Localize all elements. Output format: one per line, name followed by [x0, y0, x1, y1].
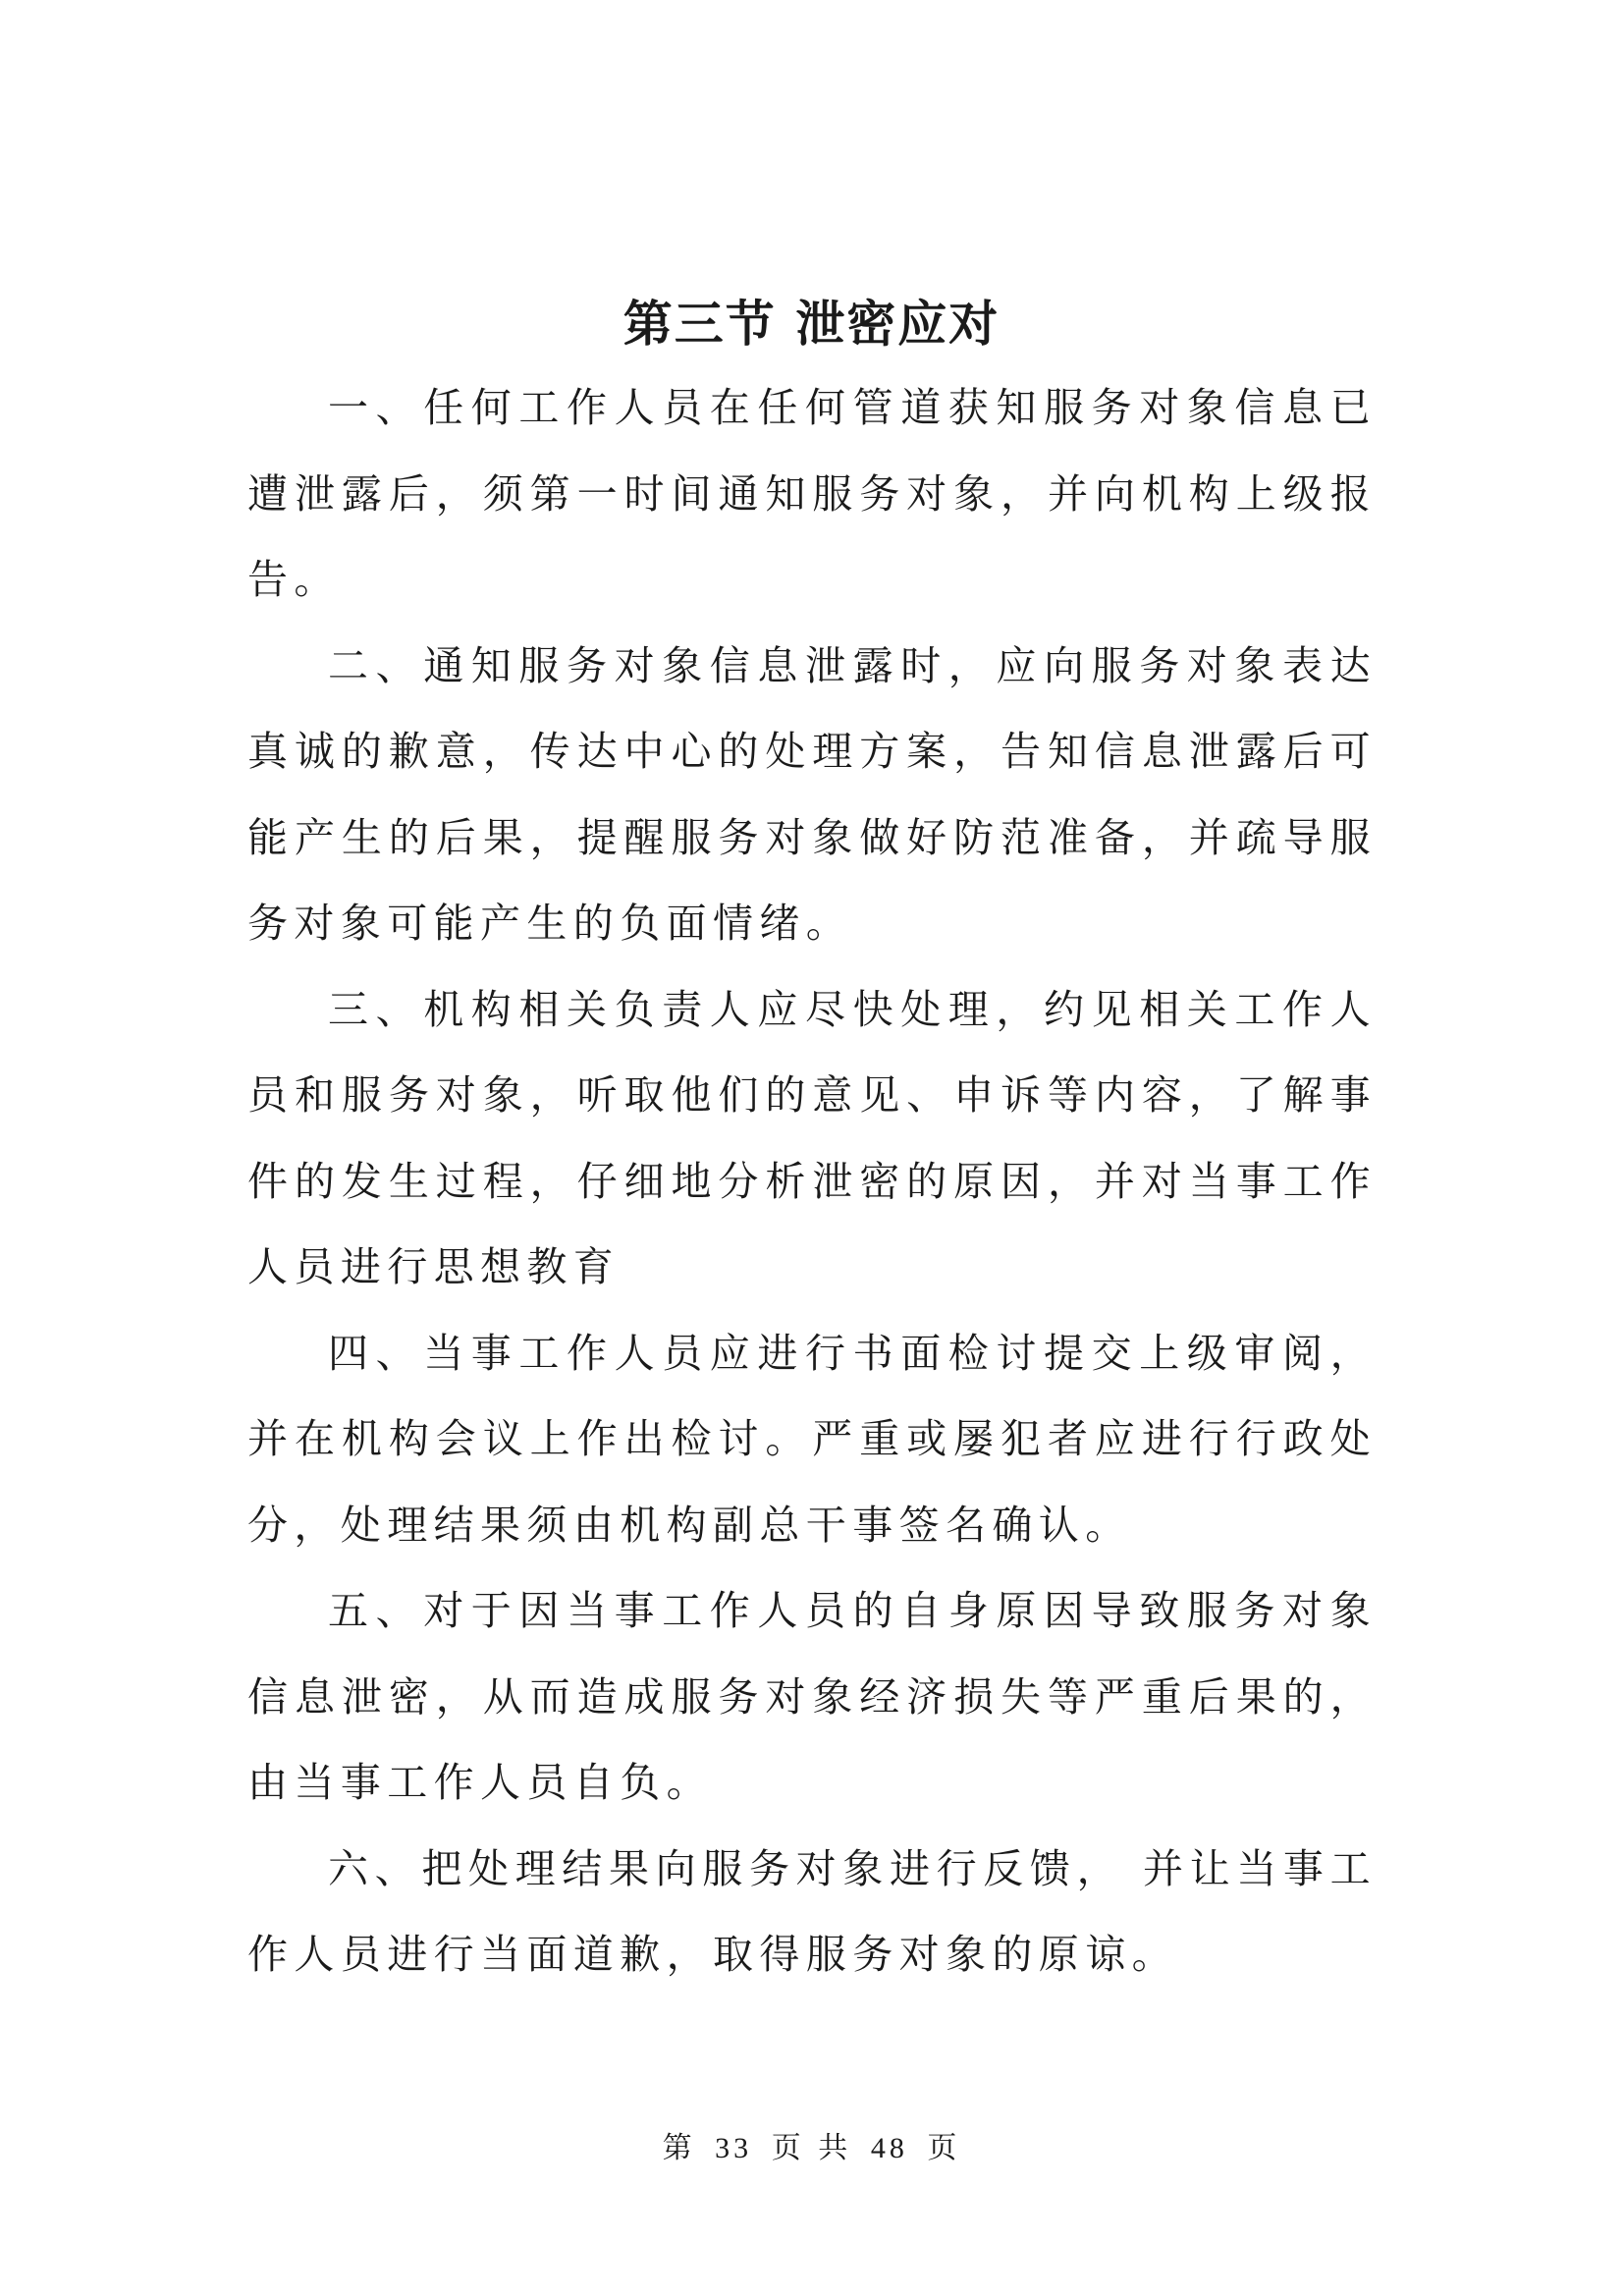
paragraph-6: 六、把处理结果向服务对象进行反馈， 并让当事工作人员进行当面道歉，取得服务对象的原谅。	[247, 1844, 1377, 1978]
page-footer	[0, 2129, 1623, 2168]
current-page-number: 33	[715, 2132, 753, 2164]
total-page-count: 48	[870, 2132, 908, 2164]
document-body	[247, 365, 1377, 1998]
paragraph-2: 二、通知服务对象信息泄露时，应向服务对象表达真诚的歉意，传达中心的处理方案，告知信息泄露后可能产生的后果，提醒服务对象做好防范准备，并疏导服务对象可能产生的负面情绪。	[247, 641, 1377, 947]
paragraph-4: 四、当事工作人员应进行书面检讨提交上级审阅，并在机构会议上作出检讨。严重或屡犯者应进行行政处分，处理结果须由机构副总干事签名确认。	[247, 1329, 1377, 1549]
footer-prefix: 第	[662, 2131, 696, 2165]
section-title: 第三节 泄密应对	[622, 296, 1001, 353]
paragraph-5: 五、对于因当事工作人员的自身原因导致服务对象信息泄密，从而造成服务对象经济损失等严重后果的，由当事工作人员自负。	[247, 1587, 1377, 1806]
paragraph-3: 三、机构相关负责人应尽快处理，约见相关工作人员和服务对象，听取他们的意见、申诉等内容，了解事件的发生过程，仔细地分析泄密的原因，并对当事工作人员进行思想教育	[247, 985, 1377, 1290]
paragraph-1: 一、任何工作人员在任何管道获知服务对象信息已遭泄露后，须第一时间通知服务对象，并向机构上级报告。	[247, 384, 1377, 603]
footer-suffix: 页	[927, 2131, 961, 2165]
footer-middle: 页 共	[771, 2131, 852, 2165]
